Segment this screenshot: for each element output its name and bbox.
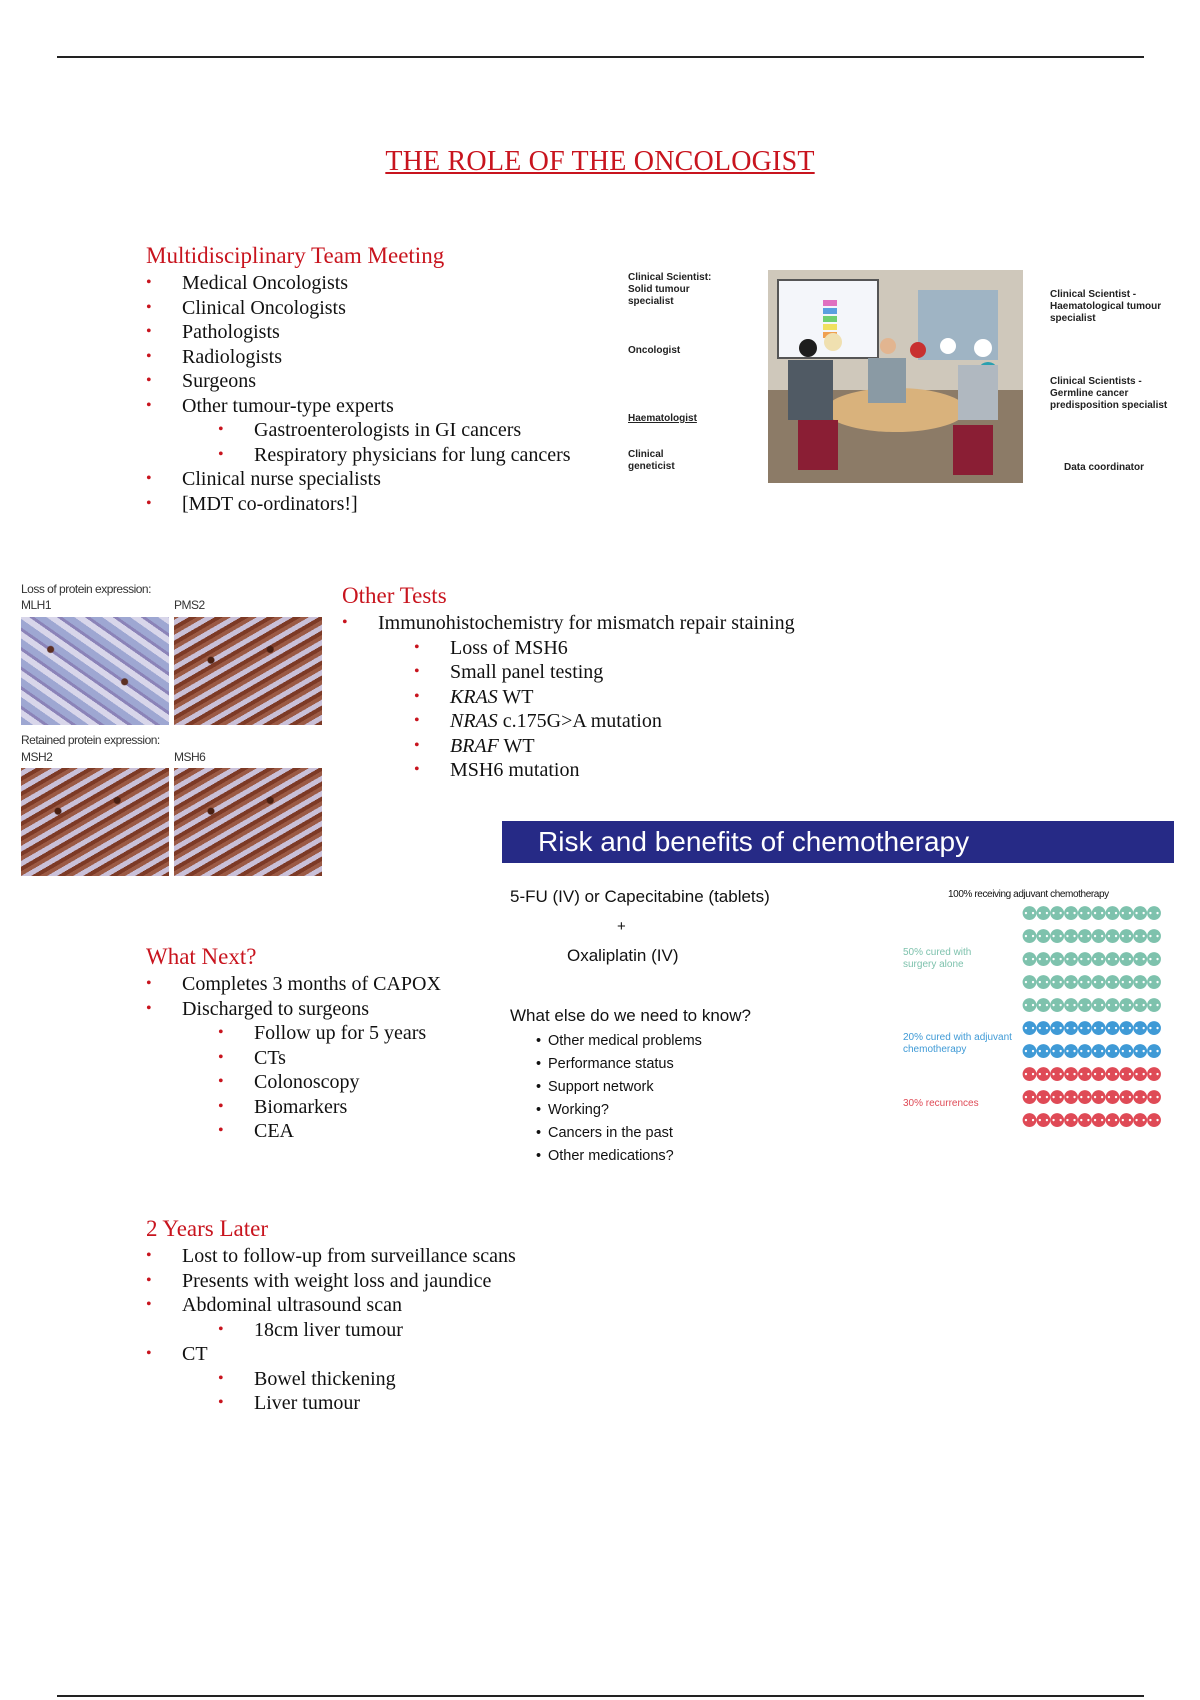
list-item: • Surgeons	[146, 369, 606, 394]
test-result: WT	[497, 685, 534, 708]
list-item: • Working?	[536, 1099, 702, 1122]
list-item	[342, 709, 862, 734]
list-item: • Immunohistochemistry for mismatch repair staining	[342, 611, 862, 636]
list-item: • CTs	[146, 1046, 506, 1071]
chemo-graphic-title: 100% receiving adjuvant chemotherapy	[948, 889, 1109, 900]
label-solid-tumour-scientist: Clinical Scientist: Solid tumour specialist	[628, 272, 712, 307]
list-item: • Pathologists	[146, 320, 606, 345]
chemo-drug-line-2: Oxaliplatin (IV)	[567, 946, 679, 965]
list-item: • CT	[146, 1342, 666, 1367]
mdt-meeting-photo	[768, 270, 1023, 483]
test-result: MSH6 mutation	[450, 759, 580, 781]
people-icon-row-adjuvant: ⚉⚉⚉⚉⚉⚉⚉⚉⚉⚉	[1021, 1019, 1160, 1040]
list-item: • Cancers in the past	[536, 1122, 702, 1145]
people-icon-row-recurrence: ⚉⚉⚉⚉⚉⚉⚉⚉⚉⚉	[1021, 1111, 1160, 1132]
other-tests-section	[342, 583, 862, 783]
label-haematological-scientist: Clinical Scientist - Haematological tumour specialist	[1050, 289, 1162, 324]
list-item: • Other medical problems	[536, 1030, 702, 1053]
caption-recurrences: 30% recurrences	[903, 1098, 979, 1109]
gene-name: KRAS	[450, 685, 498, 708]
list-item: • Radiologists	[146, 345, 606, 370]
stain-label-msh2: MSH2	[21, 750, 53, 764]
what-next-heading: What Next?	[146, 944, 257, 969]
list-item: • [MDT co-ordinators!]	[146, 492, 606, 517]
list-item: • Abdominal ultrasound scan	[146, 1293, 666, 1318]
list-item: • Bowel thickening	[146, 1367, 666, 1392]
caption-adjuvant: 20% cured with adjuvant chemotherapy	[903, 1032, 1012, 1055]
list-item	[342, 734, 862, 759]
list-item: • Gastroenterologists in GI cancers	[146, 418, 606, 443]
two-years-later-list	[146, 1244, 666, 1416]
label-germline-scientist: Clinical Scientists - Germline cancer predisposition specialist	[1050, 376, 1168, 411]
label-data-coordinator: Data coordinator	[1064, 462, 1145, 473]
test-result: WT	[498, 734, 535, 757]
list-item: • Biomarkers	[146, 1095, 506, 1120]
test-result: Loss of MSH6	[450, 636, 568, 659]
mdt-list	[146, 271, 606, 516]
list-item: • Follow up for 5 years	[146, 1021, 506, 1046]
people-icon-row-surgery: ⚉⚉⚉⚉⚉⚉⚉⚉⚉⚉	[1021, 927, 1160, 948]
gene-name: BRAF	[450, 734, 499, 757]
two-years-later-section	[146, 1216, 666, 1416]
mdt-photo-illustration	[768, 270, 1023, 483]
list-item: • Performance status	[536, 1053, 702, 1076]
list-item: • Clinical Oncologists	[146, 296, 606, 321]
retained-expression-label: Retained protein expression:	[21, 733, 160, 747]
bottom-rule	[57, 1695, 1144, 1697]
micro-image-mlh1	[21, 617, 169, 725]
micro-image-msh2	[21, 768, 169, 876]
label-clinical-geneticist: Clinical geneticist	[628, 449, 675, 472]
micro-image-msh6	[174, 768, 322, 876]
list-item: • Medical Oncologists	[146, 271, 606, 296]
list-item: • Support network	[536, 1076, 702, 1099]
list-item: • CEA	[146, 1119, 506, 1144]
list-item: • Clinical nurse specialists	[146, 467, 606, 492]
loss-expression-label: Loss of protein expression:	[21, 582, 151, 596]
list-item: • Other medications?	[536, 1145, 702, 1168]
chemo-question-list	[536, 1030, 702, 1168]
people-icon-row-recurrence: ⚉⚉⚉⚉⚉⚉⚉⚉⚉⚉	[1021, 1065, 1160, 1086]
chemo-drug-line-1: 5-FU (IV) or Capecitabine (tablets)	[510, 887, 770, 906]
test-result: c.175G>A mutation	[497, 710, 662, 732]
list-item: • 18cm liver tumour	[146, 1318, 666, 1343]
people-icon-row-surgery: ⚉⚉⚉⚉⚉⚉⚉⚉⚉⚉	[1021, 973, 1160, 994]
label-oncologist: Oncologist	[628, 345, 681, 356]
label-haematologist: Haematologist	[628, 413, 697, 424]
list-item: • Presents with weight loss and jaundice	[146, 1269, 666, 1294]
people-icon-row-surgery: ⚉⚉⚉⚉⚉⚉⚉⚉⚉⚉	[1021, 904, 1160, 925]
test-result: Small panel testing	[450, 661, 604, 683]
caption-surgery-alone: 50% cured with surgery alone	[903, 947, 972, 970]
people-icon-row-surgery: ⚉⚉⚉⚉⚉⚉⚉⚉⚉⚉	[1021, 950, 1160, 971]
list-item	[342, 685, 862, 710]
other-tests-heading: Other Tests	[342, 583, 447, 608]
micro-image-pms2	[174, 617, 322, 725]
other-tests-list	[342, 611, 862, 783]
people-icon-row-surgery: ⚉⚉⚉⚉⚉⚉⚉⚉⚉⚉	[1021, 996, 1160, 1017]
chemo-question: What else do we need to know?	[510, 1006, 751, 1025]
list-item: • Completes 3 months of CAPOX	[146, 972, 506, 997]
people-icon-row-recurrence: ⚉⚉⚉⚉⚉⚉⚉⚉⚉⚉	[1021, 1088, 1160, 1109]
list-item: • Lost to follow-up from surveillance scans	[146, 1244, 666, 1269]
what-next-list	[146, 972, 506, 1144]
list-item: • Discharged to surgeons	[146, 997, 506, 1022]
list-item	[342, 660, 862, 685]
list-item	[342, 758, 862, 783]
list-item: • Colonoscopy	[146, 1070, 506, 1095]
two-years-later-heading: 2 Years Later	[146, 1216, 268, 1241]
list-item: • Liver tumour	[146, 1391, 666, 1416]
what-next-section	[146, 944, 506, 1144]
chemo-title: Risk and benefits of chemotherapy	[538, 826, 970, 857]
list-item	[342, 636, 862, 661]
list-item: • Other tumour-type experts	[146, 394, 606, 419]
page-title: THE ROLE OF THE ONCOLOGIST	[385, 146, 815, 177]
top-rule	[57, 56, 1144, 58]
stain-label-msh6: MSH6	[174, 750, 206, 764]
stain-label-pms2: PMS2	[174, 598, 205, 612]
stain-label-mlh1: MLH1	[21, 598, 52, 612]
gene-name: NRAS	[450, 710, 498, 732]
mdt-heading: Multidisciplinary Team Meeting	[146, 243, 445, 268]
chemo-plus: +	[617, 918, 626, 935]
people-icon-row-adjuvant: ⚉⚉⚉⚉⚉⚉⚉⚉⚉⚉	[1021, 1042, 1160, 1063]
mdt-section	[146, 243, 606, 516]
list-item: • Respiratory physicians for lung cancers	[146, 443, 606, 468]
